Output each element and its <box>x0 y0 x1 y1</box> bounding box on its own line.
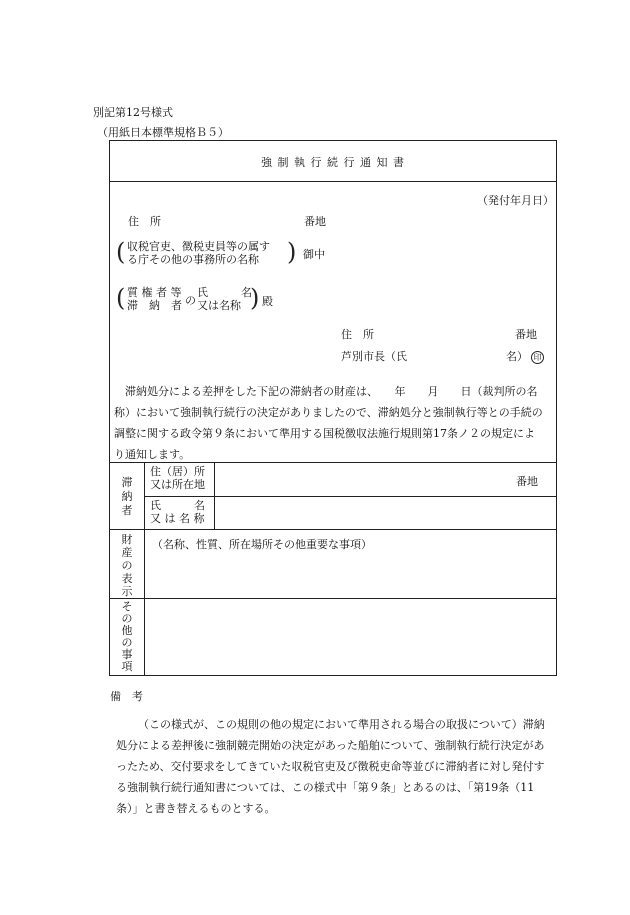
holder-paren-left: ( <box>116 284 126 312</box>
form-number: 別記第12号様式 <box>93 106 173 119</box>
holder-no: の <box>185 294 196 307</box>
other-label: その他の事項 <box>121 600 133 673</box>
addressee-banchi: 番地 <box>304 215 326 228</box>
holder-line1-a: 質 権 者 等 <box>127 286 182 299</box>
addressee-address-label: 住 所 <box>128 215 161 228</box>
name-label-line1: 氏 名 <box>150 499 205 512</box>
notice-body: 滞納処分による差押をした下記の滞納者の財産は、 年 月 日（裁判所の名称）において強制執行続行の決定がありましたので、滞納処分と強制執行等との手続の調整に関する政令第９条において準用する国税徴収法施行規則第17条ノ２の規定により通知します。 <box>114 385 543 461</box>
sender-address-label: 住 所 <box>341 328 374 341</box>
paper-size: （用紙日本標準規格Ｂ５） <box>97 126 229 139</box>
delinquent-label: 滞納者 <box>121 476 133 517</box>
name-row-divider <box>144 496 556 497</box>
holder-line1-b: 氏 名 <box>197 286 252 299</box>
delinquent-banchi: 番地 <box>516 475 538 488</box>
title-divider <box>110 181 556 182</box>
address-label-line1: 住（居）所 <box>150 465 205 478</box>
form-title: 強 制 執 行 続 行 通 知 書 <box>261 156 405 169</box>
property-label: 財産の表示 <box>121 533 133 598</box>
holder-line2-b: 又は名称 <box>197 299 241 312</box>
office-line2: る庁その他の事務所の名称 <box>127 253 259 266</box>
seal-mark: 印 <box>531 351 544 364</box>
mayor-label: 芦別市長（氏 <box>341 350 407 363</box>
office-paren-left: ( <box>116 238 126 266</box>
office-paren-right: ) <box>287 238 297 266</box>
office-line1: 収税官吏、徴税吏員等の属す <box>127 240 270 253</box>
label-column-divider <box>144 462 145 676</box>
notes-text: （この様式が、この規則の他の規定において準用される場合の取扱について）滞納処分による差押後に強制競売開始の決定があった船舶について、強制執行続行決定があったため、交付要求をしてきていた収税官吏及び徴税吏命等並びに滞納者に対し発付する強制執行続行通知書については、この様式中「第９条」とあるのは、「第19条（11条）」と書き替えるものとする。 <box>116 718 545 815</box>
onchu: 御中 <box>303 248 325 261</box>
holder-line2-a: 滞 納 者 <box>127 299 182 312</box>
holder-paren-right: ) <box>250 284 260 312</box>
dono: 殿 <box>262 295 273 308</box>
sublabel-column-divider <box>214 462 215 529</box>
delinquent-divider <box>110 529 556 530</box>
mayor-name-end <box>506 348 544 364</box>
notes-heading: 備 考 <box>110 690 143 703</box>
mayor-name-end-text: 名） <box>506 350 528 363</box>
name-label-line2: 又 は 名 称 <box>150 512 205 525</box>
sender-banchi: 番地 <box>515 328 537 341</box>
address-label-line2: 又は所在地 <box>150 478 205 491</box>
issue-date: （発付年月日） <box>477 194 554 207</box>
property-divider <box>110 598 556 599</box>
property-hint: （名称、性質、所在場所その他重要な事項） <box>152 538 372 551</box>
